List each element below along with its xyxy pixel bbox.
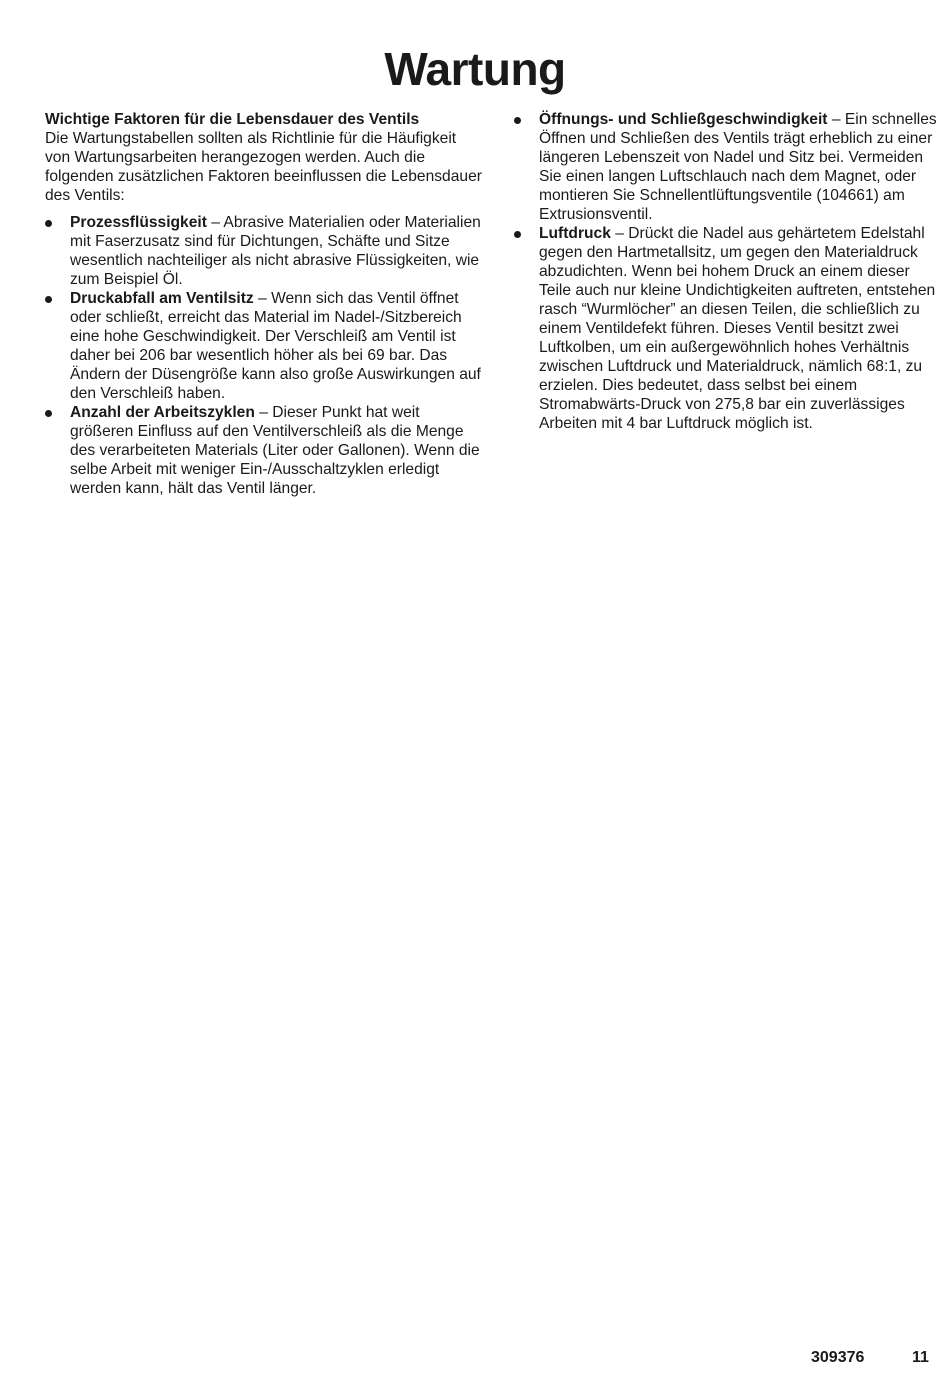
list-item-work-cycles (45, 403, 485, 498)
factor-list-left (45, 213, 485, 498)
list-item-open-close-speed (514, 110, 944, 224)
item-term: Prozessflüssigkeit (70, 214, 207, 231)
page-number: 11 (912, 1349, 929, 1366)
bullet-icon (514, 117, 521, 124)
item-text: – Drückt die Nadel aus gehärtetem Edelstahl gegen den Hartmetallsitz, um gegen den Materialdruck abzudichten. Wenn bei hohem Druck an einem dieser Teile auch nur kleine Undichtigkeiten auftreten, entstehen rasch “Wurmlöcher” an diesen Teilen, die schließlich zu einem Ventildefekt führen. Dieses Ventil besitzt zwei Luftkolben, um ein außergewöhnlich hohes Verhältnis zwischen Luftdruck und Materialdruck, nämlich 68:1, zu erzielen. Dies bedeutet, dass selbst bei einem Stromabwärts-Druck von 275,8 bar ein zuverlässiges Arbeiten mit 4 bar Luftdruck möglich ist. (539, 225, 936, 432)
bullet-icon (514, 231, 521, 238)
right-column (514, 110, 944, 433)
item-text: – Wenn sich das Ventil öffnet oder schließt, erreicht das Material im Nadel-/Sitzbereich eine hohe Geschwindigkeit. Der Verschleiß am Ventil ist daher bei 206 bar wesentlich höher als bei 69 bar. Das Ändern der Düsengröße kann also große Auswirkungen auf den Verschleiß haben. (70, 290, 481, 402)
item-text: – Ein schnelles Öffnen und Schließen des Ventils trägt erheblich zu einer längeren Lebenszeit von Nadel und Sitz bei. Vermeiden Sie einen langen Luftschlauch nach dem Magnet, oder montieren Sie Schnellentlüftungsventile (104661) am Extrusionsventil. (539, 111, 937, 223)
factor-list-right (514, 110, 944, 433)
list-item-pressure-drop (45, 289, 485, 403)
item-text: – Abrasive Materialien oder Materialien mit Faserzusatz sind für Dichtungen, Schäfte und Sitze wesentlich nachteiliger als nicht abrasive Flüssigkeiten, wie zum Beispiel Öl. (70, 214, 481, 288)
item-text: – Dieser Punkt hat weit größeren Einfluss auf den Ventilverschleiß als die Menge des verarbeiteten Materials (Liter oder Gallonen). Wenn die selbe Arbeit mit weniger Ein-/Ausschaltzyklen erledigt werden kann, hält das Ventil länger. (70, 404, 480, 497)
bullet-icon (45, 410, 52, 417)
intro-paragraph: Die Wartungstabellen sollten als Richtlinie für die Häufigkeit von Wartungsarbeiten herangezogen werden. Auch die folgenden zusätzlichen Faktoren beeinflussen die Lebensdauer des Ventils: (45, 130, 482, 204)
section-heading: Wichtige Faktoren für die Lebensdauer des Ventils (45, 111, 420, 128)
list-item-process-fluid (45, 213, 485, 289)
item-term: Druckabfall am Ventilsitz (70, 290, 254, 307)
document-number: 309376 (811, 1349, 865, 1366)
list-item-air-pressure (514, 224, 944, 433)
bullet-icon (45, 296, 52, 303)
left-column (45, 110, 485, 498)
item-term: Öffnungs- und Schließgeschwindigkeit (539, 111, 828, 128)
item-term: Luftdruck (539, 225, 611, 242)
item-term: Anzahl der Arbeitszyklen (70, 404, 255, 421)
page-title: Wartung (384, 43, 566, 95)
bullet-icon (45, 220, 52, 227)
